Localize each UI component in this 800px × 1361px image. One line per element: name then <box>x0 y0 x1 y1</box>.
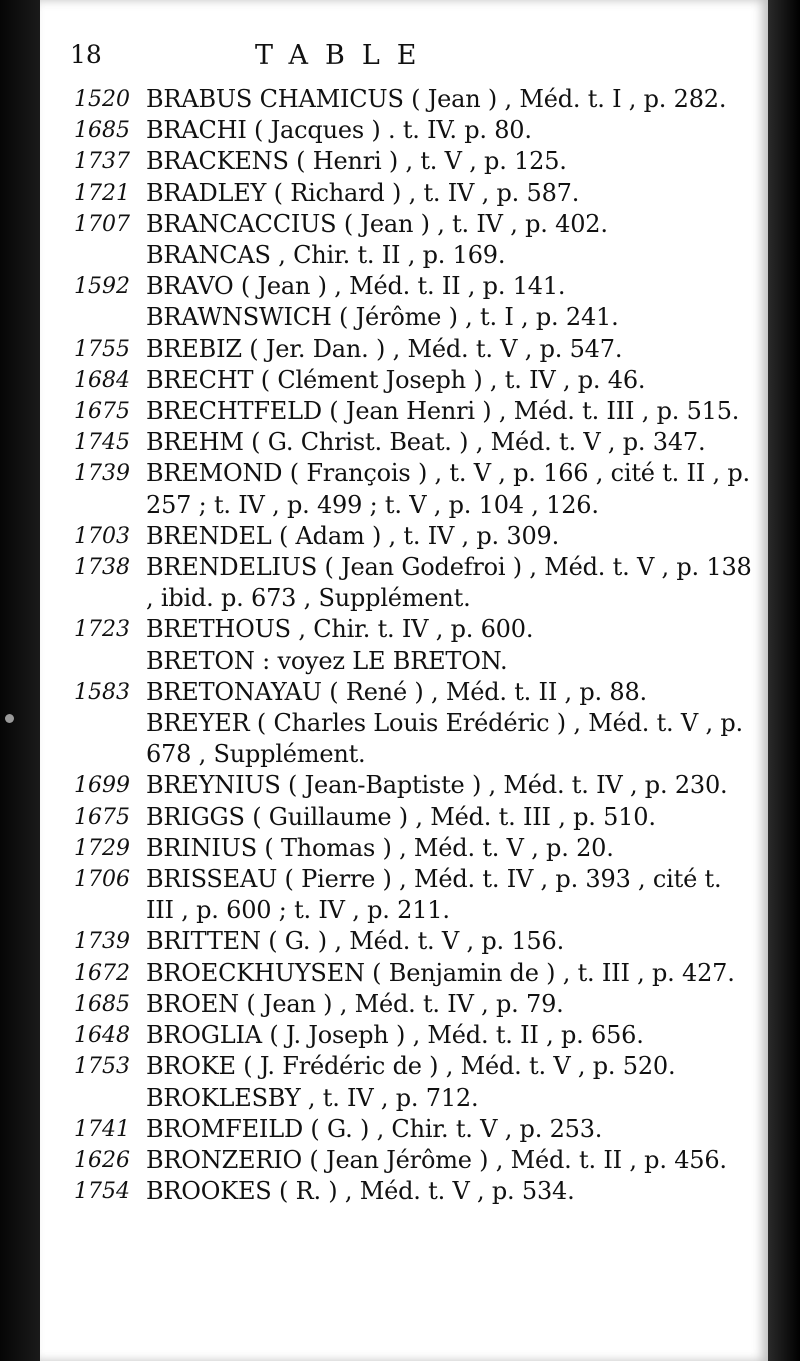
running-title: TABLE <box>255 40 434 71</box>
entry-text: BRINIUS ( Thomas ) , Méd. t. V , p. 20. <box>146 833 614 862</box>
entry-text: BROGLIA ( J. Joseph ) , Méd. t. II , p. 656. <box>146 1021 644 1050</box>
index-entry <box>74 146 754 177</box>
index-entry <box>74 396 754 427</box>
entry-year: 1739 <box>74 929 130 955</box>
entry-year: 1685 <box>74 118 130 144</box>
entry-text: BRETHOUS , Chir. t. IV , p. 600. <box>146 615 534 644</box>
entry-text: BRAWNSWICH ( Jérôme ) , t. I , p. 241. <box>146 303 619 332</box>
index-entry <box>74 1114 754 1145</box>
entry-text: BROMFEILD ( G. ) , Chir. t. V , p. 253. <box>146 1114 603 1143</box>
index-entry <box>74 802 754 833</box>
entry-text: BRISSEAU ( Pierre ) , Méd. t. IV , p. 393 , cité t. III , p. 600 ; t. IV , p. 211. <box>146 865 722 925</box>
entry-year: 1729 <box>74 835 130 861</box>
entry-text: BRACHI ( Jacques ) . t. IV. p. 80. <box>146 116 532 145</box>
entry-text: BRONZERIO ( Jean Jérôme ) , Méd. t. II , p. 456. <box>146 1145 727 1174</box>
index-entry <box>74 1020 754 1051</box>
index-entry <box>74 302 754 333</box>
entry-year: 1583 <box>74 679 130 705</box>
entry-text: BROOKES ( R. ) , Méd. t. V , p. 534. <box>146 1177 575 1206</box>
entry-year: 1592 <box>74 274 130 300</box>
index-entry <box>74 427 754 458</box>
index-entry <box>74 1083 754 1114</box>
index-entry <box>74 178 754 209</box>
index-entry <box>74 1145 754 1176</box>
entry-text: BROEN ( Jean ) , Méd. t. IV , p. 79. <box>146 989 564 1018</box>
entry-year: 1699 <box>74 773 130 799</box>
index-entry <box>74 708 754 770</box>
entry-year: 1685 <box>74 991 130 1017</box>
entry-year: 1741 <box>74 1116 130 1142</box>
entry-text: BRACKENS ( Henri ) , t. V , p. 125. <box>146 147 567 176</box>
index-entry <box>74 84 754 115</box>
entry-text: BRANCACCIUS ( Jean ) , t. IV , p. 402. <box>146 209 608 238</box>
entry-year: 1737 <box>74 149 130 175</box>
index-entry <box>74 989 754 1020</box>
entry-year: 1672 <box>74 960 130 986</box>
entry-year: 1684 <box>74 367 130 393</box>
entry-text: BRITTEN ( G. ) , Méd. t. V , p. 156. <box>146 927 564 956</box>
entry-year: 1721 <box>74 180 130 206</box>
entry-text: BRENDEL ( Adam ) , t. IV , p. 309. <box>146 521 560 550</box>
index-entry <box>74 209 754 240</box>
entry-year: 1706 <box>74 867 130 893</box>
entry-text: BRANCAS , Chir. t. II , p. 169. <box>146 241 506 270</box>
entry-text: BRETON : voyez LE BRETON. <box>146 646 508 675</box>
entry-text: BRECHT ( Clément Joseph ) , t. IV , p. 46. <box>146 365 646 394</box>
index-entry-list <box>74 84 754 1207</box>
entry-text: BROECKHUYSEN ( Benjamin de ) , t. III , p. 427. <box>146 958 735 987</box>
entry-text: BRENDELIUS ( Jean Godefroi ) , Méd. t. V , p. 138 , ibid. p. 673 , Supplément. <box>146 553 752 613</box>
entry-text: BRAVO ( Jean ) , Méd. t. II , p. 141. <box>146 272 566 301</box>
entry-year: 1675 <box>74 804 130 830</box>
index-entry <box>74 1176 754 1207</box>
entry-text: BREYNIUS ( Jean-Baptiste ) , Méd. t. IV , p. 230. <box>146 771 728 800</box>
entry-text: BRIGGS ( Guillaume ) , Méd. t. III , p. 510. <box>146 802 656 831</box>
entry-text: BRABUS CHAMICUS ( Jean ) , Méd. t. I , p. 282. <box>146 85 727 113</box>
entry-year: 1754 <box>74 1179 130 1205</box>
entry-year: 1755 <box>74 336 130 362</box>
entry-year: 1745 <box>74 430 130 456</box>
index-entry <box>74 1051 754 1082</box>
entry-year: 1703 <box>74 523 130 549</box>
index-entry <box>74 646 754 677</box>
index-entry <box>74 240 754 271</box>
entry-year: 1723 <box>74 617 130 643</box>
entry-text: BROKLESBY , t. IV , p. 712. <box>146 1083 479 1112</box>
index-entry <box>74 833 754 864</box>
index-entry <box>74 271 754 302</box>
index-entry <box>74 926 754 957</box>
index-entry <box>74 334 754 365</box>
entry-year: 1520 <box>74 87 130 112</box>
entry-text: BREMOND ( François ) , t. V , p. 166 , cité t. II , p. 257 ; t. IV , p. 499 ; t. V , p. 104 , 126. <box>146 459 750 519</box>
entry-year: 1739 <box>74 461 130 487</box>
index-entry <box>74 864 754 926</box>
page-number: 18 <box>70 40 102 69</box>
binding-hole <box>5 714 14 723</box>
index-entry <box>74 458 754 520</box>
index-entry <box>74 958 754 989</box>
index-entry <box>74 677 754 708</box>
entry-year: 1675 <box>74 399 130 425</box>
index-entry <box>74 521 754 552</box>
entry-year: 1738 <box>74 555 130 581</box>
right-page-edge <box>768 0 800 1361</box>
index-entry <box>74 614 754 645</box>
entry-text: BREHM ( G. Christ. Beat. ) , Méd. t. V , p. 347. <box>146 428 706 457</box>
entry-text: BRECHTFELD ( Jean Henri ) , Méd. t. III , p. 515. <box>146 397 740 426</box>
entry-year: 1626 <box>74 1147 130 1173</box>
entry-text: BROKE ( J. Frédéric de ) , Méd. t. V , p. 520. <box>146 1052 676 1081</box>
left-margin-shadow <box>0 0 40 1361</box>
index-entry <box>74 552 754 614</box>
index-entry <box>74 115 754 146</box>
entry-year: 1648 <box>74 1023 130 1049</box>
entry-text: BREBIZ ( Jer. Dan. ) , Méd. t. V , p. 547. <box>146 334 623 363</box>
index-entry <box>74 365 754 396</box>
page-header <box>70 40 730 80</box>
entry-year: 1707 <box>74 211 130 237</box>
entry-text: BRADLEY ( Richard ) , t. IV , p. 587. <box>146 178 580 207</box>
entry-text: BRETONAYAU ( René ) , Méd. t. II , p. 88. <box>146 677 647 706</box>
index-entry <box>74 770 754 801</box>
entry-text: BREYER ( Charles Louis Erédéric ) , Méd. t. V , p. 678 , Supplément. <box>146 709 743 769</box>
entry-year: 1753 <box>74 1054 130 1080</box>
